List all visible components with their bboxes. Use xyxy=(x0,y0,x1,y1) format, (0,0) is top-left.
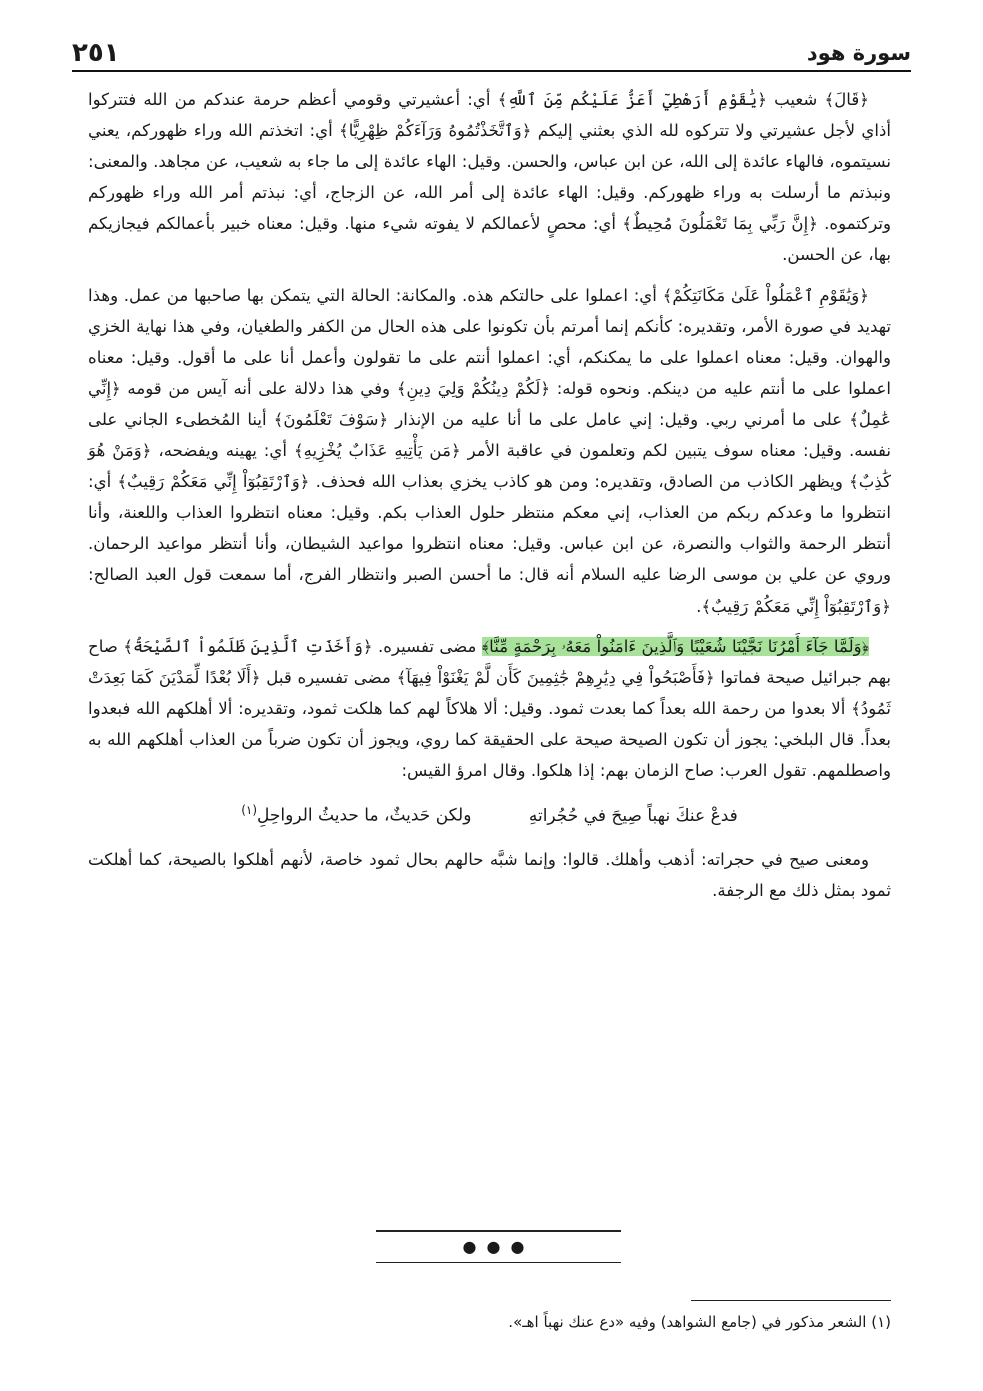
page-header xyxy=(72,30,911,72)
commentary-text: مضى تفسيره قبل xyxy=(260,667,397,687)
page-number: ٢٥١ xyxy=(72,38,120,68)
quran-verse: ﴿قَالَ﴾ xyxy=(824,90,869,109)
commentary-text: مضى تفسيره. xyxy=(372,636,482,656)
paragraph-3 xyxy=(88,631,891,786)
section-separator xyxy=(376,1230,621,1266)
quran-verse: ﴿وَٱرْتَقِبُوٓاْ إِنِّي مَعَكُمْ رَقِيبٌ﴾ xyxy=(117,472,310,492)
highlighted-quran-verse: ﴿وَلَمَّا جَآءَ أَمْرُنَا نَجَّيْنَا شُعَيْبًا وَٱلَّذِينَ ءَامَنُواْ مَعَهُۥ بِرَحْمَةٍ مِّنَّا﴾ xyxy=(481,636,869,656)
commentary-text: أي: انتظروا ما وعدكم ربكم من العذاب، إني معكم منتظر حلول العذاب بكم. وقيل: معناه انتظروا العذاب واللعنة، وأنا أنتظر الرحمة والثواب والنصرة، عن ابن عباس. وقيل: معناه انتظروا مواعيد الشيطان، وأنا أنتظر مواعيد الرحمان. وروي عن علي بن موسى الرضا عليه السلام أنه قال: ما أحسن الصبر وانتظار الفرج، أما سمعت قول العبد الصالح: xyxy=(88,472,891,585)
closing-paragraph: ومعنى صيح في حجراته: أذهب وأهلك. قالوا: وإنما شبَّه حالهم بحال ثمود خاصة، لأنهم أهلكوا بالصيحة، كما أهلكت ثمود بمثل ذلك مع الرجفة. xyxy=(88,849,891,900)
separator-dots: ●●● xyxy=(462,1236,535,1256)
paragraph-2 xyxy=(88,280,891,622)
commentary-text: أينا المُخطىء الجاني على نفسه. وقيل: معناه سوف يتبين لكم وتعلمون في عاقبة الأمر xyxy=(88,409,891,461)
commentary-text: أي: محصٍ لأعمالكم لا يفوته شيء منها. وقيل: معناه خبير بأعمالكم فيجازيكم بها، عن الحسن. xyxy=(88,214,891,265)
poem-hemistich-right: فدعْ عنكَ نهباً صِيحَ في حُجُراتهِ xyxy=(528,805,738,826)
quran-verse: ﴿وَمَنْ هُوَ كَٰذِبٌ﴾ xyxy=(88,441,891,492)
commentary-text: على ما أمرني ربي. وقيل: إني عامل على ما أنا عليه من الإنذار xyxy=(388,409,850,429)
footnote-rule xyxy=(691,1300,891,1301)
commentary-text: ألا بعدوا من رحمة الله بعداً كما بعدت ثمود. وقيل: ألا هلاكاً لهم كما هلكت ثمود، وتقديره: ألا أهلكهم الله فبعدوا بعداً. قال البلخي: يجوز أن تكون الصيحة صيحة على الحقيقة كما روي، ويجوز أن تكون ضرباً من العذاب أهلكهم الله به واصطلمهم. تقول العرب: صاح الزمان بهم: إذا هلكوا. وقال امرؤ القيس: xyxy=(88,698,891,780)
quran-verse: ﴿وَيَٰقَوْمِ ٱعْمَلُواْ عَلَىٰ مَكَانَتِكُمْ﴾ xyxy=(662,285,870,305)
separator-line-bottom xyxy=(376,1262,621,1264)
quran-verse: ﴿وَٱتَّخَذْتُمُوهُ وَرَآءَكُمْ ظِهْرِيًّا﴾ xyxy=(339,121,532,141)
commentary-text: . xyxy=(696,596,702,616)
quran-verse: ﴿مَن يَأْتِيهِ عَذَابٌ يُخْزِيهِ﴾ xyxy=(293,441,461,461)
quran-verse: ﴿إِنِّي عَٰمِلٌ﴾ xyxy=(88,378,891,429)
commentary-text: وفي هذا دلالة على أنه آيس من قومه xyxy=(120,378,397,398)
commentary-text: أي: يهينه ويفضحه، xyxy=(151,441,294,461)
quran-verse: ﴿وَٱرْتَقِبُوٓاْ إِنِّي مَعَكُمْ رَقِيبٌ﴾ xyxy=(701,596,891,616)
quran-verse: ﴿سَوْفَ تَعْلَمُونَ﴾ xyxy=(273,409,389,429)
footnote: (١) الشعر مذكور في (جامع الشواهد) وفيه «دع عنك نهباً اهـ». xyxy=(508,1313,891,1331)
poem-hemistich-left-text: ولكن حَديثٌ، ما حديثُ الرواحِلِ xyxy=(257,805,472,826)
quran-verse: ﴿إِنَّ رَبِّي بِمَا تَعْمَلُونَ مُحِيطٌ﴾ xyxy=(622,214,818,234)
commentary-text: ويظهر الكاذب من الصادق، وتقديره: ومن هو كاذب يخزي بعذاب الله فحذف. xyxy=(309,472,850,492)
commentary-text: أي: اعملوا على حالتكم هذه. والمكانة: الحالة التي يتمكن بها صاحبها من عمل. وهذا تهديد في صورة الأمر، وتقديره: كأنكم إنما أمرتم بأن تكونوا على هذه الحال من الكفر والطغيان، وفي هذا نهاية الخزي والهوان. وقيل: معناه اعملوا على ما يمكنكم، أي: اعملوا أنتم على ما تقولون وأعمل أنا على ما أقول. وقيل: معناه اعملوا على ما أنتم عليه من دينكم. ونحوه قوله: xyxy=(88,285,891,398)
commentary-text: صاح بهم جبرائيل صيحة فماتوا xyxy=(88,636,892,687)
commentary-body xyxy=(88,84,891,915)
quran-verse: ﴿يَٰقَوْمِ أَرَهْطِيٓ أَعَزُّ عَلَيْكُم مِّنَ ٱللَّهِ﴾ xyxy=(497,90,767,109)
footnote-marker: (١) xyxy=(241,803,258,818)
commentary-text: أي: أعشيرتي وقومي أعظم حرمة عندكم من الله فتتركوا أذاي لأجل عشيرتي ولا تتركوه لله الذي بعثني إليكم xyxy=(88,90,891,141)
commentary-text: شعيب xyxy=(766,90,825,109)
surah-title: سورة هود xyxy=(806,41,911,65)
poem-verse xyxy=(88,795,891,832)
quran-verse: ﴿فَأَصْبَحُواْ فِي دِيَٰرِهِمْ جَٰثِمِينَ كَأَن لَّمْ يَغْنَوْاْ فِيهَآ﴾ xyxy=(396,667,715,687)
quran-verse: ﴿وَأَخَذَتِ ٱلَّذِينَ ظَلَمُواْ ٱلصَّيْحَةُ﴾ xyxy=(123,636,373,656)
commentary-text: أي: اتخذتم الله وراء ظهوركم، يعني نسيتموه، فالهاء عائدة إلى الله، عن ابن عباس، والحسن. وقيل: الهاء عائدة إلى ما جاء به شعيب، عن مجاهد. والمعنى: ونبذتم ما أرسلت به وراء ظهوركم. وقيل: الهاء عائدة إلى أمر الله، عن الزجاج، أي: نبذتم أمر الله وراء ظهوركم وتركتموه. xyxy=(88,121,891,234)
quran-verse: ﴿أَلَا بُعْدًا لِّمَدْيَنَ كَمَا بَعِدَتْ ثَمُودُ﴾ xyxy=(88,667,891,718)
quran-verse: ﴿لَكُمْ دِينُكُمْ وَلِيَ دِينِ﴾ xyxy=(396,378,551,398)
poem-hemistich-left xyxy=(241,795,471,832)
paragraph-1 xyxy=(88,84,891,271)
